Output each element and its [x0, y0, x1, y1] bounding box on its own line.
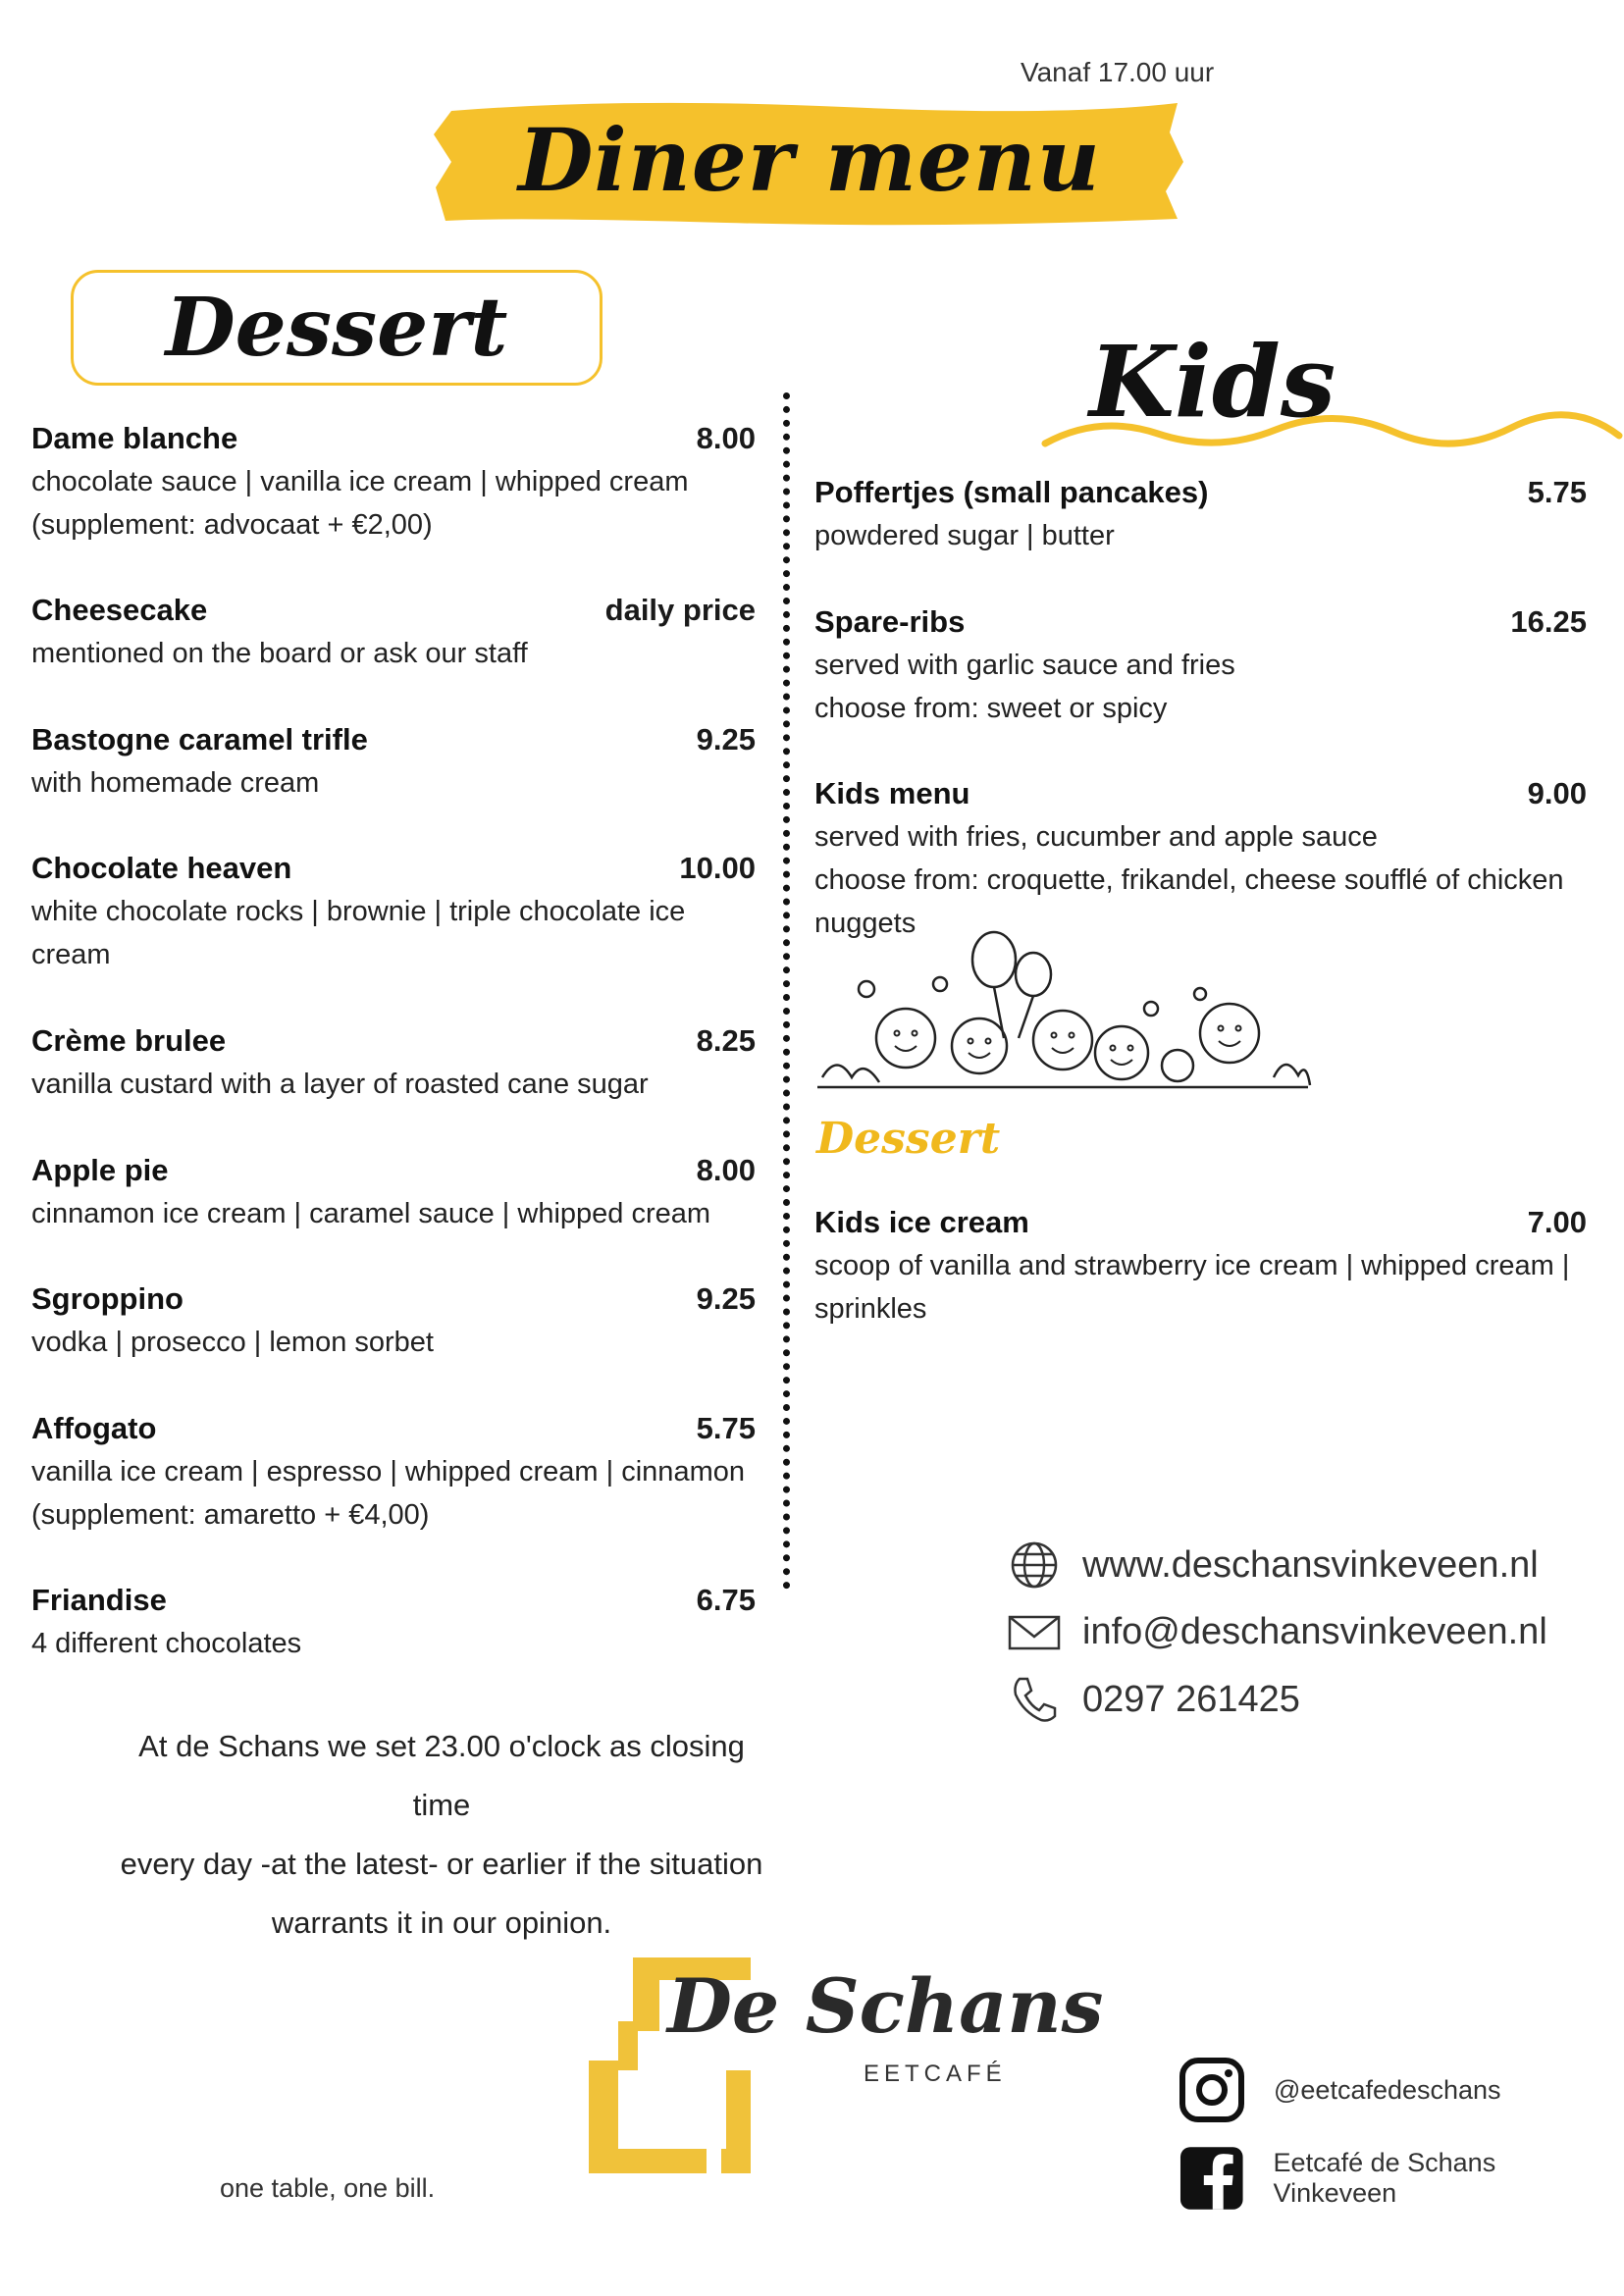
- item-desc: (supplement: amaretto + €4,00): [31, 1499, 430, 1531]
- item-desc: powdered sugar | butter: [814, 520, 1115, 551]
- item-name: Spare-ribs: [814, 604, 966, 639]
- item-price: 9.25: [696, 1281, 756, 1316]
- closing-note-line: At de Schans we set 23.00 o'clock as closing time: [138, 1729, 745, 1822]
- dessert-item: [31, 847, 756, 976]
- item-desc: with homemade cream: [31, 767, 320, 799]
- item-price: 6.75: [696, 1583, 756, 1617]
- item-desc: cream: [31, 939, 111, 970]
- item-name: Sgroppino: [31, 1281, 183, 1316]
- item-name: Chocolate heaven: [31, 851, 292, 885]
- globe-icon: [1006, 1537, 1063, 1593]
- item-desc: sprinkles: [814, 1293, 927, 1325]
- item-desc: nuggets: [814, 908, 917, 939]
- item-name: Dame blanche: [31, 421, 238, 455]
- item-desc: cinnamon ice cream | caramel sauce | whipped cream: [31, 1198, 711, 1229]
- menu-title: Diner menu: [518, 109, 1101, 211]
- item-price: 8.25: [696, 1023, 756, 1058]
- instagram-icon: [1178, 2056, 1246, 2124]
- item-price: 5.75: [1527, 475, 1587, 509]
- item-name: Cheesecake: [31, 593, 208, 627]
- logo-name: De Schans: [667, 1962, 1104, 2050]
- dessert-item: [31, 1278, 756, 1364]
- item-desc: mentioned on the board or ask our staff: [31, 638, 528, 669]
- website-row[interactable]: [1006, 1536, 1539, 1594]
- item-name: Poffertjes (small pancakes): [814, 475, 1209, 509]
- kids-item: [814, 471, 1587, 557]
- instagram-row[interactable]: [1178, 2056, 1501, 2124]
- envelope-icon: [1006, 1603, 1063, 1660]
- item-price: 8.00: [696, 421, 756, 455]
- column-divider: [783, 392, 790, 1590]
- item-name: Bastogne caramel trifle: [31, 722, 368, 757]
- facebook-page[interactable]: Eetcafé de Schans Vinkeveen: [1273, 2148, 1496, 2208]
- item-price: 9.00: [1527, 776, 1587, 810]
- kids-item: [814, 600, 1587, 730]
- email-row[interactable]: [1006, 1602, 1547, 1661]
- item-price: 9.25: [696, 722, 756, 757]
- instagram-handle[interactable]: @eetcafedeschans: [1274, 2074, 1501, 2105]
- item-desc: scoop of vanilla and strawberry ice cream | whipped cream |: [814, 1250, 1570, 1281]
- kids-dessert-heading: Dessert: [816, 1114, 1001, 1164]
- item-price: daily price: [604, 593, 756, 627]
- phone-icon: [1006, 1671, 1063, 1728]
- dessert-item: [31, 1149, 756, 1235]
- dessert-item: [31, 718, 756, 805]
- email-link[interactable]: info@deschansvinkeveen.nl: [1082, 1610, 1547, 1652]
- item-name: Friandise: [31, 1583, 167, 1617]
- item-desc: (supplement: advocaat + €2,00): [31, 509, 433, 541]
- website-link[interactable]: www.deschansvinkeveen.nl: [1082, 1543, 1539, 1586]
- item-desc: white chocolate rocks | brownie | triple chocolate ice: [31, 896, 686, 927]
- logo-subtitle: EETCAFÉ: [864, 2061, 1007, 2087]
- item-name: Kids menu: [814, 776, 970, 810]
- item-name: Apple pie: [31, 1153, 169, 1187]
- phone-row[interactable]: [1006, 1670, 1300, 1729]
- facebook-row[interactable]: [1178, 2144, 1624, 2213]
- item-name: Kids ice cream: [814, 1205, 1029, 1239]
- item-desc: 4 different chocolates: [31, 1628, 302, 1659]
- closing-time-note: [108, 1717, 775, 1953]
- closing-note-line: warrants it in our opinion.: [271, 1905, 612, 1940]
- dessert-section-title: Dessert: [165, 281, 508, 375]
- item-price: 7.00: [1527, 1205, 1587, 1239]
- item-desc: choose from: croquette, frikandel, cheese soufflé of chicken: [814, 864, 1564, 896]
- item-price: 8.00: [696, 1153, 756, 1187]
- item-name: Affogato: [31, 1411, 157, 1445]
- opening-time: Vanaf 17.00 uur: [1021, 57, 1215, 87]
- dessert-item: [31, 1579, 756, 1665]
- kids-wave-underline: [1040, 402, 1624, 461]
- kids-section-title: Kids: [1089, 324, 1336, 440]
- item-price: 10.00: [679, 851, 756, 885]
- kids-dessert-item: [814, 1201, 1587, 1331]
- item-desc: choose from: sweet or spicy: [814, 693, 1168, 724]
- footer-note: one table, one bill.: [220, 2173, 436, 2203]
- dessert-item: [31, 1407, 756, 1537]
- item-price: 16.25: [1510, 604, 1587, 639]
- kids-item: [814, 772, 1587, 945]
- phone-number[interactable]: 0297 261425: [1082, 1678, 1300, 1720]
- item-price: 5.75: [696, 1411, 756, 1445]
- facebook-icon: [1178, 2144, 1246, 2213]
- closing-note-line: every day -at the latest- or earlier if the situation: [120, 1847, 763, 1881]
- item-desc: vanilla ice cream | espresso | whipped cream | cinnamon: [31, 1456, 745, 1487]
- item-desc: chocolate sauce | vanilla ice cream | whipped cream: [31, 466, 689, 497]
- item-desc: vodka | prosecco | lemon sorbet: [31, 1327, 434, 1358]
- dessert-item: [31, 1019, 756, 1106]
- item-desc: served with garlic sauce and fries: [814, 650, 1235, 681]
- item-desc: vanilla custard with a layer of roasted cane sugar: [31, 1069, 649, 1100]
- item-desc: served with fries, cucumber and apple sauce: [814, 821, 1378, 853]
- dessert-item: [31, 417, 756, 547]
- item-name: Crème brulee: [31, 1023, 227, 1058]
- dessert-item: [31, 589, 756, 675]
- kids-illustration: [812, 930, 1313, 1097]
